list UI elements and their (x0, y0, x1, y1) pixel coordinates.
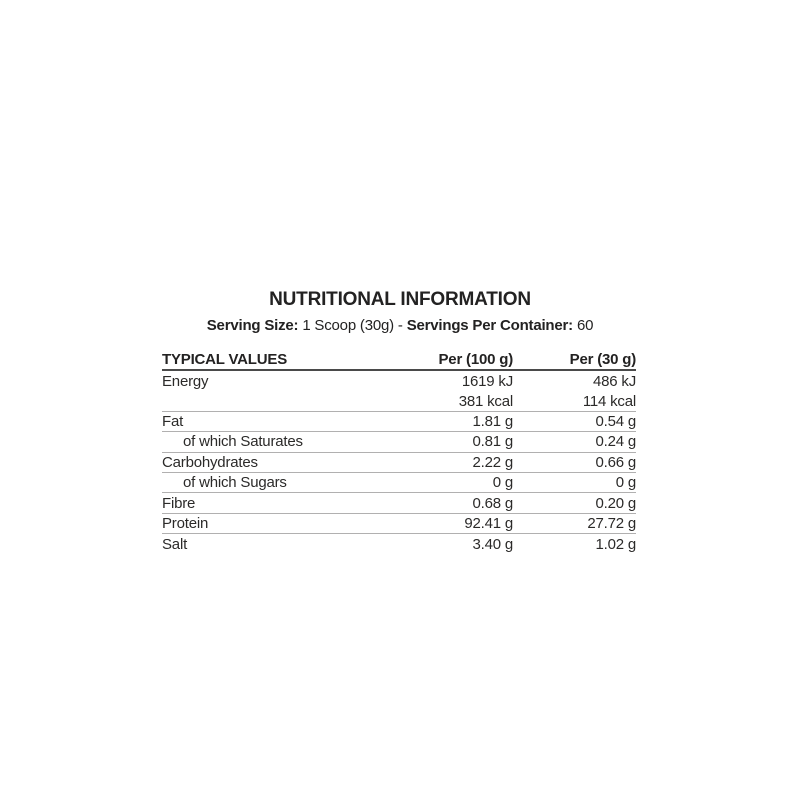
row-label: Protein (162, 514, 209, 532)
row-value-per30: 486 kJ (593, 372, 636, 390)
table-row-protein (162, 514, 636, 534)
row-value-per30: 27.72 g (587, 514, 636, 532)
row-value-per100: 0.68 g (472, 494, 513, 512)
table-row-salt (162, 534, 636, 554)
row-label: Fat (162, 412, 184, 430)
table-row-fat (162, 412, 636, 432)
table-header-row (162, 350, 636, 371)
row-value-per100: 0 g (492, 474, 513, 492)
row-value-per30: 0.54 g (595, 412, 636, 430)
page-title: NUTRITIONAL INFORMATION (269, 289, 531, 310)
serving-size-value: 1 Scoop (30g) - (298, 317, 407, 334)
table-row-energy-kcal (162, 391, 636, 411)
row-value-per100: 92.41 g (464, 514, 513, 532)
table-row-sugars (162, 473, 636, 493)
row-label: Energy (162, 372, 209, 390)
row-label: Salt (162, 535, 188, 553)
table-row-saturates (162, 432, 636, 452)
row-label: of which Sugars (183, 474, 287, 492)
row-value-per100: 3.40 g (472, 535, 513, 553)
row-value-per30: 114 kcal (582, 392, 636, 410)
header-per-100g: Per (100 g) (438, 351, 513, 368)
table-row-carbohydrates (162, 453, 636, 473)
row-value-per100: 0.81 g (472, 433, 513, 451)
row-label: Carbohydrates (162, 453, 258, 471)
servings-per-container-value: 60 (572, 317, 594, 334)
header-per-30g: Per (30 g) (569, 351, 636, 368)
row-value-per30: 1.02 g (595, 535, 636, 553)
row-value-per100: 2.22 g (472, 453, 513, 471)
row-value-per30: 0 g (615, 474, 636, 492)
table-row-fibre (162, 493, 636, 513)
servings-per-container-label: Servings Per Container: (406, 317, 573, 334)
nutrition-table (162, 350, 636, 555)
row-value-per100: 1.81 g (472, 412, 513, 430)
serving-info-line (0, 317, 800, 334)
row-value-per30: 0.24 g (595, 433, 636, 451)
row-label: Fibre (162, 494, 196, 512)
table-row-energy-kj (162, 371, 636, 391)
row-value-per100: 381 kcal (458, 392, 513, 410)
header-typical-values: TYPICAL VALUES (162, 351, 287, 368)
row-label: of which Saturates (183, 433, 303, 451)
serving-size-label: Serving Size: (206, 317, 299, 334)
row-value-per30: 0.66 g (595, 453, 636, 471)
row-value-per30: 0.20 g (595, 494, 636, 512)
row-value-per100: 1619 kJ (461, 372, 513, 390)
